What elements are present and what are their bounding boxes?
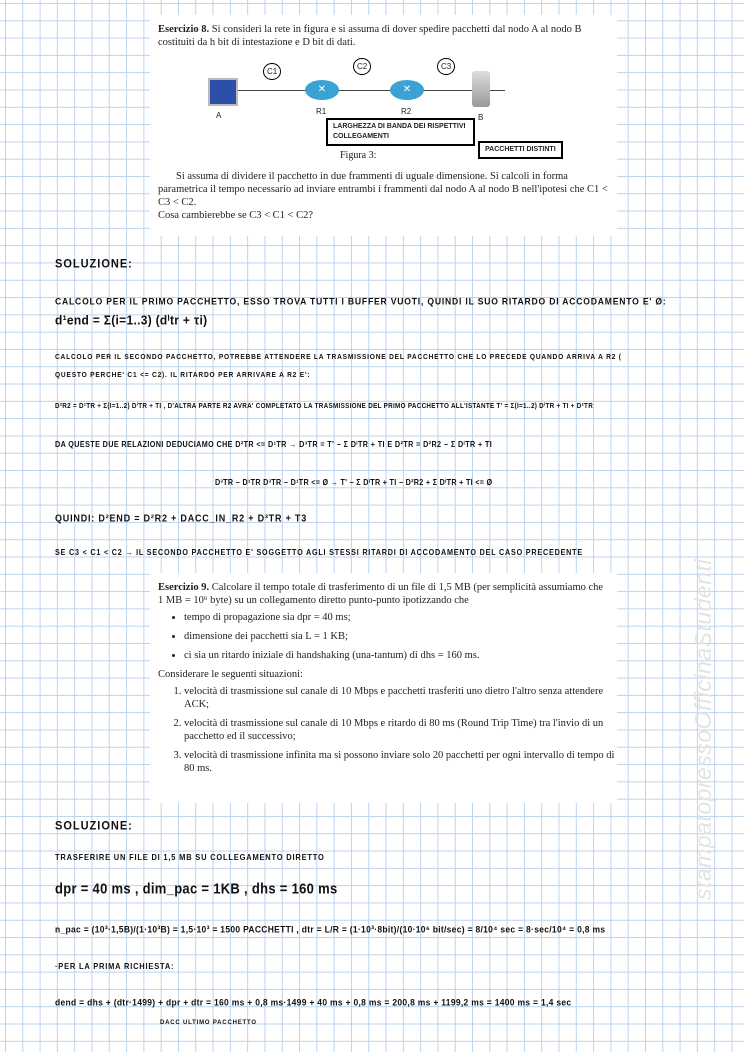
exercise-9-item: 3. velocità di trasmissione infinita ma si possono inviare solo 20 pacchetti per ogni intervallo di tempo di 80 ms. bbox=[184, 749, 617, 775]
solution-8-line: SE C3 < C1 < C2 → IL SECONDO PACCHETTO E' SOGGETTO AGLI STESSI RITARDI DI ACCODAMENTO DEL CASO PRECEDENTE bbox=[55, 547, 583, 558]
exercise-8-question: Cosa cambierebbe se C3 < C1 < C2? bbox=[158, 210, 314, 221]
solution-8-formula: QUINDI: D²END = D²R2 + DACC_IN_R2 + D³TR + Τ3 bbox=[55, 512, 308, 524]
solution-9-formula: n_pac = (10³·1,5B)/(1·10³B) = 1,5·10³ = 1500 PACCHETTI , dtr = L/R = (1·10³·8bit)/(10·10⁶ bit/sec) = 8/10⁴ sec = 8·sec/10⁴ = 0,8 ms bbox=[55, 923, 606, 935]
node-r2-label: R2 bbox=[401, 107, 412, 116]
server-icon bbox=[472, 71, 490, 107]
bandwidth-note: LARGHEZZA DI BANDA DEI RISPETTIVI COLLEGAMENTI bbox=[326, 118, 475, 146]
solution-9-formula: dpr = 40 ms , dim_pac = 1KB , dhs = 160 ms bbox=[55, 880, 338, 897]
solution-8-line: DA QUESTE DUE RELAZIONI DEDUCIAMO CHE D²TR <= D¹TR → D³TR = T' − Σ DⁱTR + ΤI E D²TR = D²R2 − Σ DⁱTR + ΤI bbox=[55, 439, 493, 450]
exercise-9-consider: Considerare le seguenti situazioni: bbox=[158, 669, 303, 680]
exercise-8 bbox=[150, 15, 617, 236]
exercise-9 bbox=[150, 573, 617, 803]
solution-9-line: ·PER LA PRIMA RICHIESTA: bbox=[55, 961, 175, 972]
node-a-label: A bbox=[216, 111, 222, 120]
exercise-9-bullet: • dimensione dei pacchetti sia L = 1 KB; bbox=[184, 630, 617, 643]
solution-8-line: CALCOLO PER IL PRIMO PACCHETTO, ESSO TROVA TUTTI I BUFFER VUOTI, QUINDI IL SUO RITARDO DI ACCODAMENTO E' Ø: bbox=[55, 295, 667, 307]
link-c1-label: C1 bbox=[263, 63, 281, 80]
figure-caption: Figura 3: bbox=[340, 150, 377, 161]
exercise-9-item: 1. velocità di trasmissione sul canale di 10 Mbps e pacchetti trasferiti uno dietro l'altro senza attendere ACK; bbox=[184, 685, 617, 711]
exercise-9-title: Esercizio 9. bbox=[158, 582, 210, 593]
computer-icon bbox=[208, 78, 238, 106]
exercise-8-intro: Si consideri la rete in figura e si assuma di dover spedire pacchetti dal nodo A al nodo B costituiti da h bit di intestazione e D bit di dati. bbox=[158, 24, 582, 48]
router-icon: ✕ bbox=[390, 80, 424, 100]
packets-note: PACCHETTI DISTINTI bbox=[478, 141, 563, 159]
solution-9-line: TRASFERIRE UN FILE DI 1,5 MB SU COLLEGAMENTO DIRETTO bbox=[55, 852, 325, 863]
exercise-8-body: Si assuma di dividere il pacchetto in due frammenti di uguale dimensione. Si calcoli in forma parametrica il tempo necessario ad inviare entrambi i frammenti dal nodo A al nodo B nell'ipotesi che C1 < C3 < C2. bbox=[158, 171, 608, 208]
watermark: stampatopressoOfficinaStudenti bbox=[690, 558, 716, 900]
node-b-label: B bbox=[478, 113, 484, 122]
link-c3-label: C3 bbox=[437, 58, 455, 75]
solution-9-note: DACC ULTIMO PACCHETTO bbox=[160, 1019, 257, 1027]
exercise-9-intro: Calcolare il tempo totale di trasferimento di un file di 1,5 MB (per semplicità assumiamo che 1 MB = 10⁶ byte) su un collegamento diretto punto-punto ipotizzando che bbox=[158, 582, 604, 606]
node-r1-label: R1 bbox=[316, 107, 327, 116]
solution-8-formula: D²R2 = D¹TR + Σ(I=1..2) DⁱTR + ΤI , D'ALTRA PARTE R2 AVRA' COMPLETATO LA TRASMISSIONE DEL PRIMO PACCHETTO ALL'ISTANTE T' = Σ(I=1..2) DⁱTR + ΤI + D²TR bbox=[55, 402, 594, 411]
link-c2-label: C2 bbox=[353, 58, 371, 75]
solution-9-formula: dend = dhs + (dtr·1499) + dpr + dtr = 160 ms + 0,8 ms·1499 + 40 ms + 0,8 ms = 200,8 ms + 1199,2 ms = 1400 ms = 1,4 sec bbox=[55, 996, 572, 1008]
solution-9-heading: SOLUZIONE: bbox=[55, 819, 133, 833]
solution-8-heading: SOLUZIONE: bbox=[55, 257, 133, 271]
exercise-9-item: 2. velocità di trasmissione sul canale di 10 Mbps e ritardo di 80 ms (Round Trip Time) tra l'invio di un pacchetto ed il successivo; bbox=[184, 717, 617, 743]
solution-8-line: QUESTO PERCHE' C1 <= C2). IL RITARDO PER ARRIVARE A R2 E': bbox=[55, 371, 311, 380]
solution-8-formula: d¹end = Σ(i=1..3) (dⁱtr + τi) bbox=[55, 312, 208, 328]
network-figure bbox=[150, 53, 617, 161]
exercise-8-title: Esercizio 8. bbox=[158, 24, 210, 35]
solution-8-formula: D³TR − D¹TR D³TR − D¹TR <= Ø → T' − Σ DⁱTR + ΤI − D²R2 + Σ DⁱTR + ΤI <= Ø bbox=[215, 477, 493, 488]
exercise-9-bullet: • ci sia un ritardo iniziale di handshaking (una-tantum) di dhs = 160 ms. bbox=[184, 649, 617, 662]
exercise-9-bullet: • tempo di propagazione sia dpr = 40 ms; bbox=[184, 611, 617, 624]
solution-8-line: CALCOLO PER IL SECONDO PACCHETTO, POTREBBE ATTENDERE LA TRASMISSIONE DEL PACCHETTO CHE LO PRECEDE QUANDO ARRIVA A R2 ( bbox=[55, 353, 622, 362]
router-icon: ✕ bbox=[305, 80, 339, 100]
